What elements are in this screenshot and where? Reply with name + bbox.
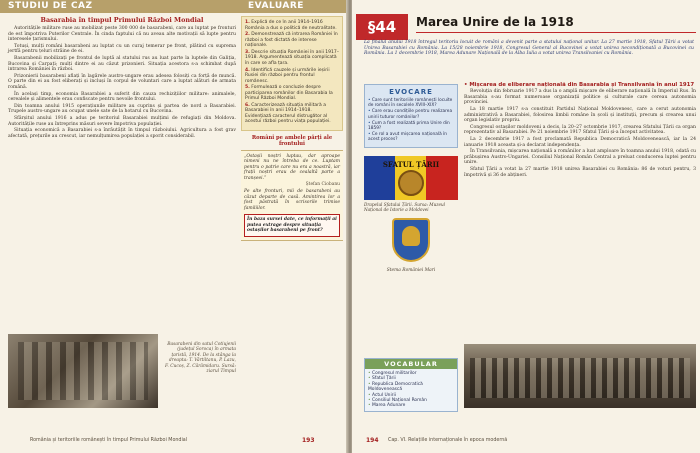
lesson-paragraph: Congresul ostașilor moldoveni a decis, la 20–27 octombrie 1917, crearea Sfatului Țării ca organ reprezentativ al Basarabiei. Pe 21 noiembrie 1917 Sfatul Țării și-a început activitatea. (464, 124, 696, 136)
case-study-heading: STUDIU DE CAZ (8, 1, 93, 11)
question-item (245, 32, 339, 49)
eagle-icon (402, 226, 420, 246)
soldiers-photo-block (8, 334, 236, 408)
right-sidebar (364, 84, 458, 273)
case-study-paragraph: Autoritățile militare ruse au mobilizat peste 300 000 de basarabeni, care au luptat pe fronturi de est împotriva Puterilor Centrale. În cinda faptului că nu aveau alte motivații să lupte pentru interesele țarismului. (8, 26, 236, 43)
coat-of-arms (364, 218, 458, 268)
lesson-paragraph: Revoluția din februarie 1917 a dus la o amplă mișcare de eliberare națională în Imperiul Rus. În Basarabia s-au format numeroase organizații politice și culturale care cereau autonomia provinciei. (464, 89, 696, 106)
question-number: 1. (245, 20, 250, 25)
right-page (352, 0, 700, 453)
question-item (245, 68, 339, 85)
question-text: Demonstrează că intrarea României în război a fost dictată de interese naționale. (245, 32, 338, 49)
lesson-intro: La finalul anului 1918 întregul teritoriu locuit de români a devenit parte a statului național unitar. La 27 martie 1918, Sfatul Țării a votat Unirea Basarabiei cu România. La 15/28 noiembrie 1918, Congresul General al Bucovinei a votat unirea necondiționată a Bucovinei cu România. La 1 decembrie 1918, Marea Adunare Națională de la Alba Iulia a votat unirea Transilvaniei cu România. (364, 40, 694, 57)
evocare-title: EVOCARE (389, 88, 433, 96)
evaluation-column (241, 16, 343, 241)
vocabulary-box (364, 358, 458, 412)
case-study-paragraph: Situația economică a Basarabiei s-a înrăutățit în timpul războiului. Agricultura a fost grav afectată, prețurile au crescut, iar nemulțumirea populației a sporit considerabil. (8, 128, 236, 139)
vocabulary-item: • Consiliul Național Român (368, 398, 454, 403)
question-item (245, 20, 339, 31)
soldiers-photo-caption: Basarabeni din satul Cotiujenii (județul Soroca) în armata țaristă, 1914. De la stânga la dreapta: T. Vârtiltanu, P. Lazu, F. Cucoș, Z. Cărămidaru. Sursă: ziarul Timpul (165, 342, 236, 375)
assembly-photo (464, 344, 696, 408)
question-number: 2. (245, 32, 250, 38)
lesson-text (464, 89, 696, 178)
coat-of-arms-caption: Stema României Mari (386, 268, 436, 274)
left-page-footer (0, 437, 348, 447)
evocare-item: • Care erau condițiile pentru realizarea unirii tuturor românilor? (368, 109, 454, 119)
lesson-badge (356, 14, 408, 40)
right-page-number: 194 (366, 437, 379, 444)
question-callout (244, 214, 340, 237)
question-item (245, 103, 339, 125)
lesson-paragraph: În Transilvania, mișcarea națională a românilor a luat amploare în toamna anului 1918, odată cu prăbușirea Austro-Ungariei. Consiliul Național Român Central a preluat conducerea luptei pentru unire. (464, 149, 696, 166)
question-number: 4. (245, 67, 250, 73)
evocare-item: • Ce rol a avut mișcarea națională în acest proces? (368, 132, 454, 142)
question-text: Caracterizează situația militară a Basarabiei în anii 1914–1918. Evidențiază caracterul distrugător al acestui război pentru viața populației. (245, 102, 331, 125)
question-text: Explică de ce în anii 1914–1916 România a dus o politică de neutralitate. (245, 20, 337, 31)
left-page (0, 0, 348, 453)
case-study-paragraph: Din toamna anului 1915 operațiunile militare au cuprins și partea de nord a Basarabiei. Trupele austro-ungare au ocupat unele sate de la hotarul cu Bucovina. (8, 103, 236, 115)
case-study-paragraph: Basarabenii mobilizați pe frontul de luptă al statului rus au luat parte la luptele din Galiția, Bucovina și Carpați; mulți dintre ei au căzut prizonieri. Situația acestora s-a schimbat după intrarea României în război. (8, 55, 236, 73)
right-page-footer (352, 437, 700, 447)
case-study-paragraph: Sfârșitul anului 1916 a adus pe teritoriul Basarabiei mulțimi de refugiați din Moldova. Autoritățile ruse au întreprins măsuri severe împotriva populației. (8, 115, 236, 127)
question-item (245, 50, 339, 67)
case-study-paragraph: Prizonierii basarabeni aflați în lagărele austro-ungare erau adesea folosiți ca forță de muncă. O parte din ei au fost eliberați și incluși în corpul de voluntari care a luptat alături de armata română. (8, 73, 236, 90)
vocabulary-item: • Congresul militarilor (368, 371, 454, 376)
flag-emblem-icon (398, 170, 424, 196)
left-page-number: 193 (302, 437, 315, 444)
vocabulary-item: • Marea Adunare (368, 403, 454, 408)
callout-text: În baza sursei date, ce informații ai putea extrage despre situația ostașilor basarabeni pe front? (247, 217, 337, 234)
vocabulary-item: • Republica Democratică Moldovenească (368, 382, 454, 393)
evaluation-heading: EVALUARE (248, 1, 304, 11)
quote-box (241, 150, 343, 241)
flag-caption: Drapelul Sfatului Țării. Sursa: Muzeul Național de Istorie a Moldovei (364, 201, 446, 212)
case-study-text (8, 26, 236, 139)
lesson-section-title: • Mișcarea de eliberare națională din Basarabia și Transilvania în anul 1917 (464, 82, 695, 88)
lesson-title: Marea Unire de la 1918 (416, 15, 574, 29)
vocabulary-item: • Sfatul Țării (368, 376, 454, 381)
lesson-paragraph: Sfatul Țării a votat la 27 martie 1918 unirea Basarabiei cu România: 86 de voturi pentru, 3 împotrivă și 36 de abțineri. (464, 166, 696, 178)
lesson-paragraph: La 18 martie 1917 s-a constituit Partidul Național Moldovenesc, care a cerut autonomia administrativă a Basarabiei, folosirea limbii române în școli și instituții, precum și crearea unui organ legislativ propriu. (464, 106, 696, 124)
quote-text: „Ostașii noștri luptau, dar aproape nimeni nu ne întreba de ce. Luptam pentru o patrie care nu era a noastră, iar frații noștri erau de cealaltă parte a tranșeei.” (244, 153, 340, 181)
evocare-item: • Care sunt teritoriile românești locuite de români în secolele XVIII–XIX? (368, 98, 454, 108)
case-study-paragraph: În același timp, economia Basarabiei a suferit din cauza rechizițiilor militare: animalele, cerealele și alimentele erau confiscate pentru nevoile frontului. (8, 91, 236, 103)
case-study-title: Basarabia în timpul Primului Război Mondial (40, 16, 204, 24)
quote-title: Români pe ambele părți ale frontului (251, 135, 333, 148)
flag-text: SFATUL ȚĂRII (382, 159, 440, 169)
evocare-item: • Cum a fost realizată prima Unire din 1859? (368, 121, 454, 131)
left-footer-text: România și teritoriile românești în timpul Primului Război Mondial (30, 438, 188, 443)
question-item (245, 85, 339, 102)
case-study-column (8, 16, 236, 140)
question-number: 5. (245, 85, 250, 91)
vocabulary-title: VOCABULAR (365, 359, 457, 369)
title-divider (416, 32, 696, 33)
lesson-paragraph: La 2 decembrie 1917 a fost proclamată Republica Democratică Moldovenească, iar la 24 ianuarie 1918 aceasta și-a declarat independența. (464, 136, 696, 148)
lesson-number: §44 (367, 18, 397, 36)
question-number: 3. (245, 49, 250, 55)
question-text: Identifică cauzele și urmările ieșirii Rusiei din război pentru frontul românesc. (245, 67, 330, 84)
vocabulary-item: • Actul Unirii (368, 393, 454, 398)
case-study-paragraph: Totuși, mulți români basarabeni au luptat cu un curaj temerar pe front, plătind cu suprema jertfă pentru țeluri străine de ei. (8, 43, 236, 55)
sfatul-tarii-flag (364, 156, 458, 200)
soldiers-photo (8, 334, 158, 408)
question-text: Formulează o concluzie despre participarea românilor din Basarabia la Primul Război Mondial. (245, 85, 333, 102)
evaluation-questions (241, 16, 343, 131)
left-page-header (0, 0, 348, 13)
evocare-box (364, 84, 458, 148)
lesson-main-column (464, 82, 696, 179)
question-text: Descrie situația României în anii 1917–1918. Argumentează situația complicată în care se afla țara. (245, 49, 339, 66)
quote-author: Ștefan Ciobanu (305, 182, 340, 188)
question-number: 6. (245, 102, 250, 108)
right-footer-text: Cap. VI. Relațiile internaționale în epoca modernă (388, 438, 508, 443)
quote-body: Pe alte fronturi, mii de basarabeni au căzut departe de casă. Amintirea lor a fost păstrată în scrisorile trimise familiilor. (244, 189, 340, 211)
